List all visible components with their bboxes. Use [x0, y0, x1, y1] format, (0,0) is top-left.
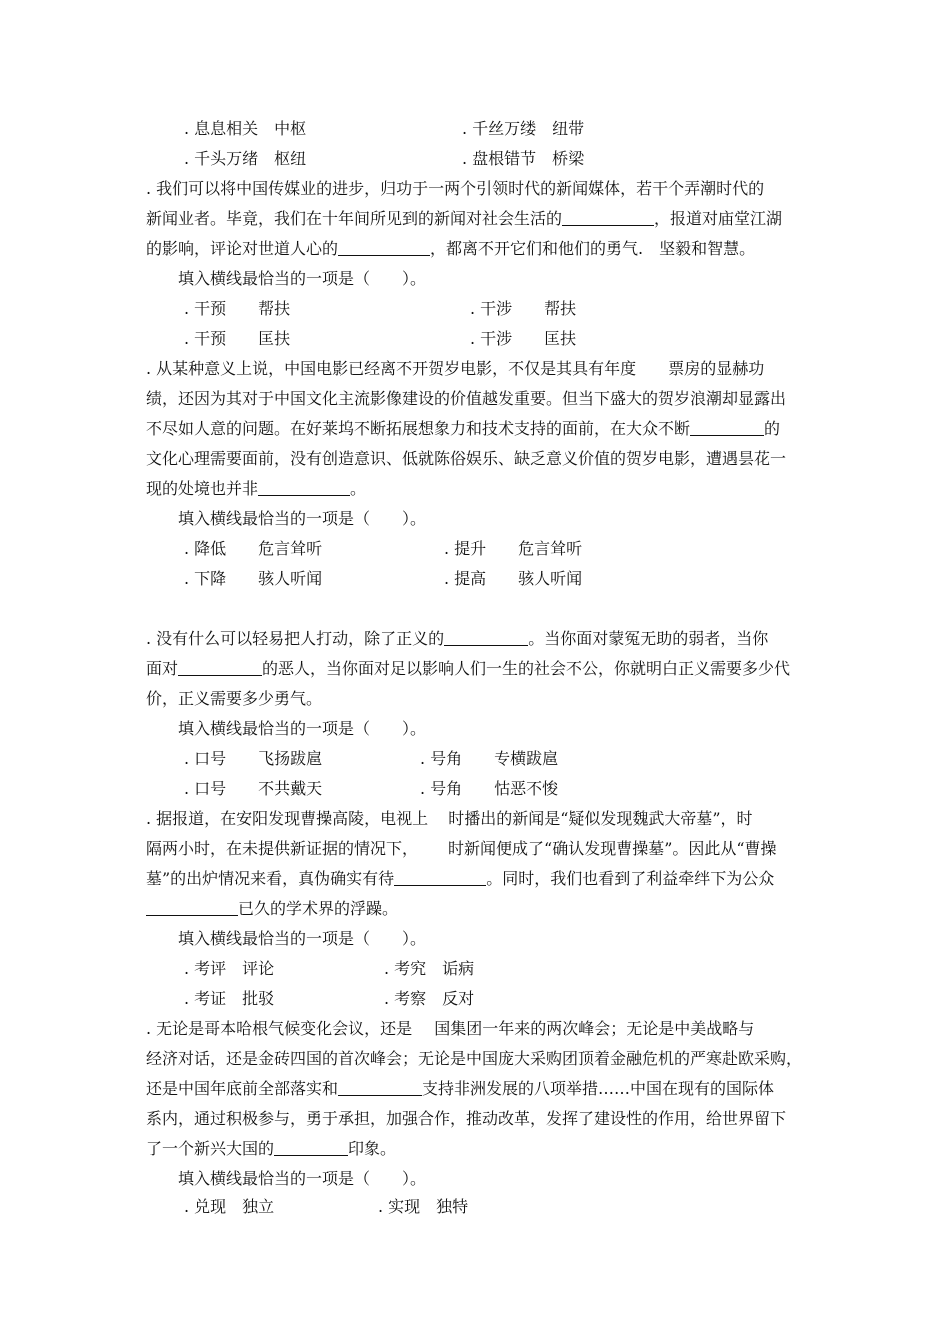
answer-blank [394, 869, 486, 886]
question-text: 系内，通过积极参与，勇于承担，加强合作，推动改革，发挥了建设性的作用，给世界留下 [146, 1109, 787, 1128]
option-c: . 千头万绪 枢纽 [184, 149, 307, 168]
option-c: . 下降 骇人听闻 [184, 569, 323, 588]
option-b: . 提升 危言耸听 [444, 539, 583, 558]
option-b: . 号角 专横跋扈 [420, 749, 559, 768]
option-b: . 干涉 帮扶 [470, 299, 577, 318]
option-a: . 考评 评论 [184, 959, 275, 978]
option-a: . 息息相关 中枢 [184, 119, 307, 138]
question-text: 新闻业者。毕竟，我们在十年间所见到的新闻对社会生活的 ，报道对庙堂江湖 [146, 209, 783, 228]
question-prompt: 填入横线最恰当的一项是（ ）。 [178, 509, 427, 528]
question-text: 现的处境也并非 。 [146, 479, 367, 498]
option-d: . 盘根错节 桥梁 [462, 149, 585, 168]
answer-blank [338, 239, 430, 256]
answer-blank [338, 1079, 422, 1096]
option-a: . 口号 飞扬跋扈 [184, 749, 323, 768]
question-text: 的影响，评论对世道人心的 ，都离不开它们和他们的勇气. 坚毅和智慧。 [146, 239, 756, 258]
question-prompt: 填入横线最恰当的一项是（ ）。 [178, 269, 427, 288]
question-text: 已久的学术界的浮躁。 [146, 898, 398, 920]
option-c: . 口号 不共戴天 [184, 779, 323, 798]
question-text: 不尽如人意的问题。在好莱坞不断拓展想象力和技术支持的面前，在大众不断 的 [146, 419, 781, 438]
question-text: . 据报道，在安阳发现曹操高陵，电视上 时播出的新闻是“疑似发现魏武大帝墓”，时 [146, 809, 753, 828]
question-text: 了一个新兴大国的 印象。 [146, 1139, 397, 1158]
option-a: . 兑现 独立 [184, 1197, 275, 1216]
question-text: . 没有什么可以轻易把人打动，除了正义的 。当你面对蒙冤无助的弱者，当你 [146, 629, 769, 648]
question-text: . 从某种意义上说，中国电影已经离不开贺岁电影，不仅是其具有年度 票房的显赫功 [146, 359, 765, 378]
question-prompt: 填入横线最恰当的一项是（ ）。 [178, 929, 427, 948]
option-b: . 实现 独特 [378, 1197, 469, 1216]
question-prompt: 填入横线最恰当的一项是（ ）。 [178, 1169, 427, 1188]
option-a: . 干预 帮扶 [184, 299, 291, 318]
option-c: . 干预 匡扶 [184, 329, 291, 348]
option-d: . 干涉 匡扶 [470, 329, 577, 348]
question-text: 隔两小时，在未提供新证据的情况下， 时新闻便成了“确认发现曹操墓”。因此从“曹操 [146, 839, 777, 858]
answer-blank [444, 629, 528, 646]
answer-blank [258, 479, 350, 496]
option-d: . 考察 反对 [384, 989, 475, 1008]
question-text: 还是中国年底前全部落实和 支持非洲发展的八项举措……中国在现有的国际体 [146, 1079, 775, 1098]
question-text: 绩，还因为其对于中国文化主流影像建设的价值越发重要。但当下盛大的贺岁浪潮却显露出 [146, 389, 787, 408]
question-text: 面对 的恶人，当你面对足以影响人们一生的社会不公，你就明白正义需要多少代 [146, 659, 791, 678]
question-text: 文化心理需要面前，没有创造意识、低就陈俗娱乐、缺乏意义价值的贺岁电影，遭遇昙花一 [146, 449, 787, 468]
question-text: 价，正义需要多少勇气。 [146, 689, 323, 708]
answer-blank [178, 659, 262, 676]
option-d: . 号角 怙恶不悛 [420, 779, 559, 798]
option-a: . 降低 危言耸听 [184, 539, 323, 558]
answer-blank [274, 1139, 348, 1156]
question-text: 墓”的出炉情况来看，真伪确实有待 。同时，我们也看到了利益牵绊下为公众 [146, 869, 775, 888]
answer-blank [146, 899, 238, 916]
question-text: . 我们可以将中国传媒业的进步，归功于一两个引领时代的新闻媒体，若干个弄潮时代的 [146, 179, 765, 198]
option-c: . 考证 批驳 [184, 989, 275, 1008]
option-b: . 考究 诟病 [384, 959, 475, 978]
question-prompt: 填入横线最恰当的一项是（ ）。 [178, 719, 427, 738]
question-text: 经济对话，还是金砖四国的首次峰会；无论是中国庞大采购团顶着金融危机的严寒赴欧采购， [146, 1049, 803, 1068]
question-text: . 无论是哥本哈根气候变化会议，还是 国集团一年来的两次峰会；无论是中美战略与 [146, 1019, 755, 1038]
option-d: . 提高 骇人听闻 [444, 569, 583, 588]
option-b: . 千丝万缕 纽带 [462, 119, 585, 138]
answer-blank [690, 419, 764, 436]
answer-blank [562, 209, 654, 226]
